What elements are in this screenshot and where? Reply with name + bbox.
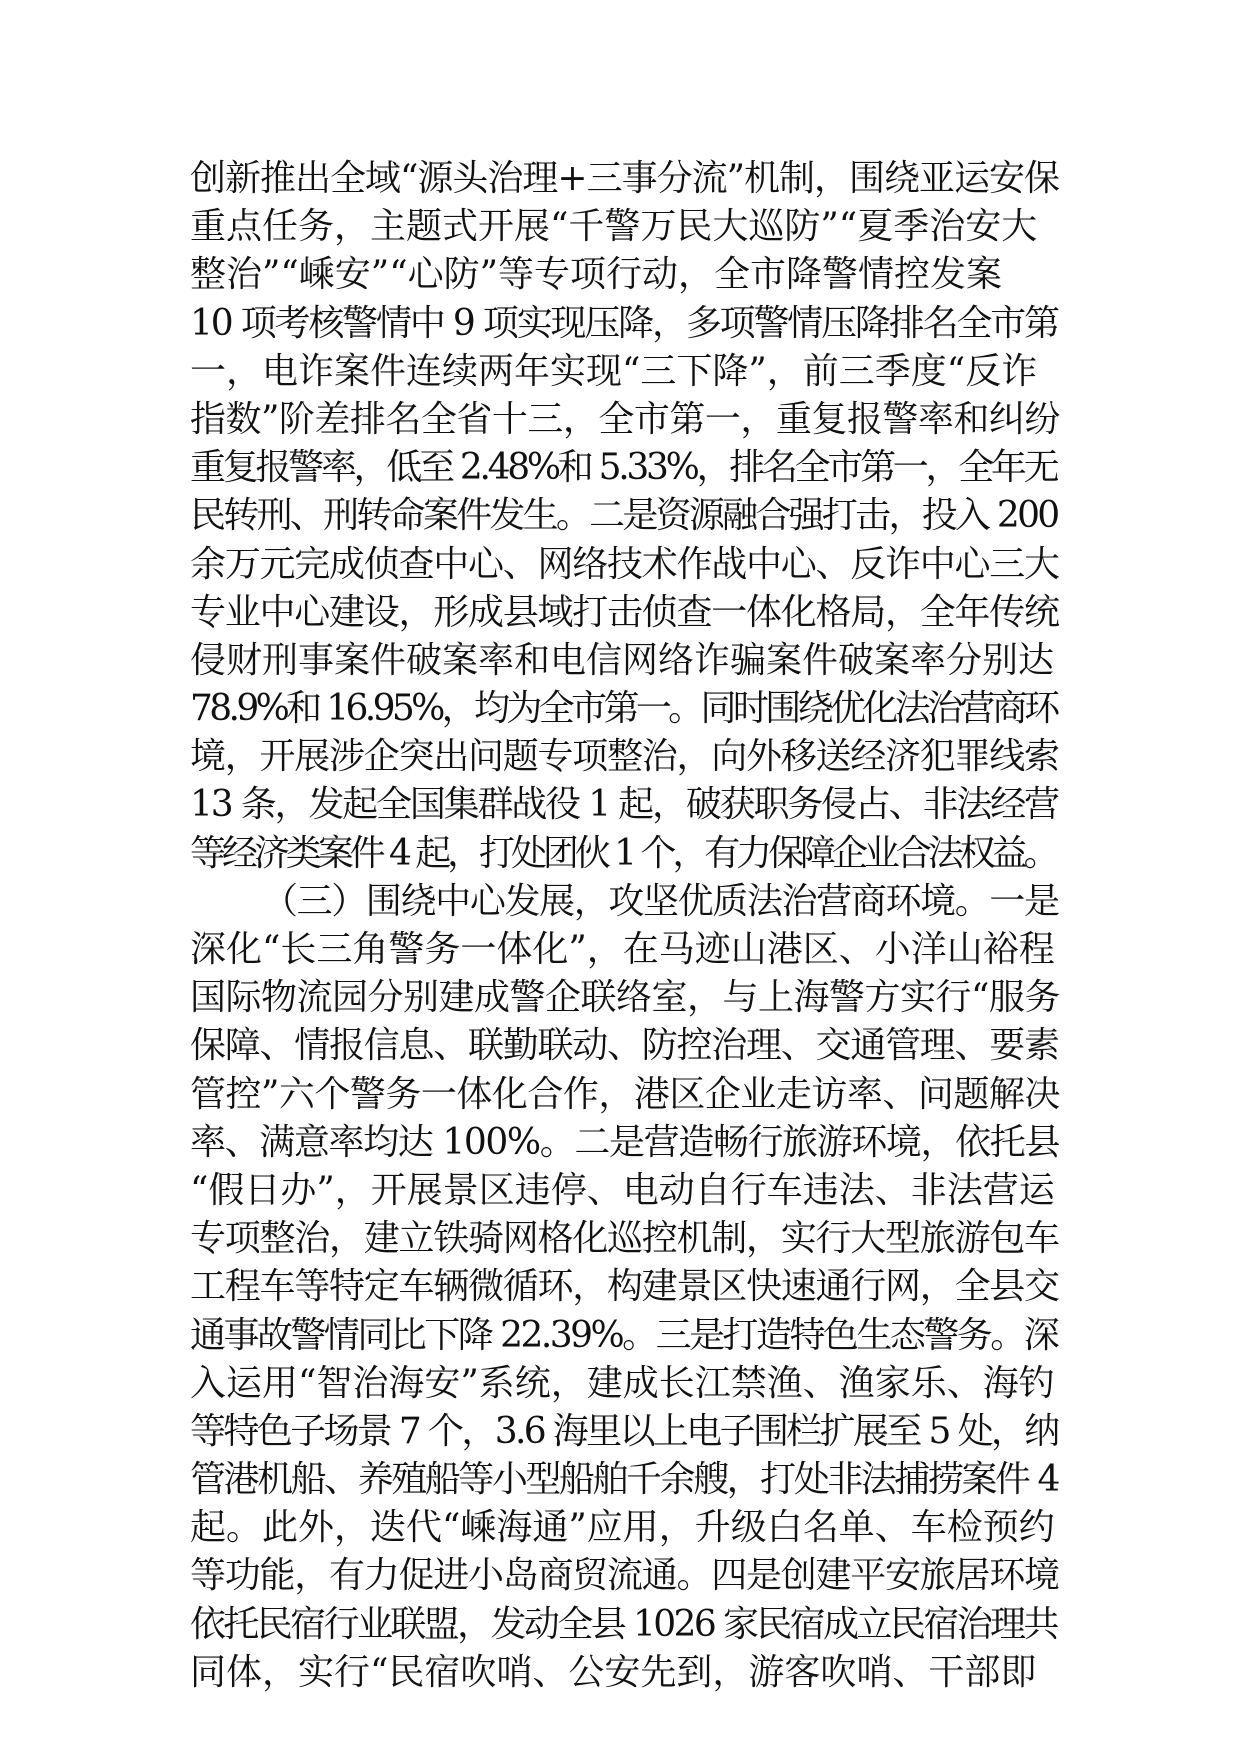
text-line: 78.9%和 16.95%，均为全市第一。同时围绕优化法治营商环: [190, 688, 1057, 730]
text-line: 同体，实行“民宿吹哨、公安先到，游客吹哨、干部即: [190, 1651, 1037, 1693]
document-page: [190, 155, 1060, 1697]
text-line: 工程车等特定车辆微循环，构建景区快速通行网，全县交: [190, 1266, 1059, 1308]
text-line: 国际物流园分别建成警企联络室，与上海警方实行“服务: [190, 977, 1060, 1019]
text-line: 率、满意率均达 100%。二是营造畅行旅游环境，依托县: [190, 1121, 1059, 1163]
text-line: 等特色子场景 7 个，3.6 海里以上电子围栏扩展至 5 处，纳: [190, 1410, 1058, 1452]
text-line: 专项整治，建立铁骑网格化巡控机制，实行大型旅游包车: [190, 1218, 1059, 1260]
text-line: 入运用“智治海安”系统，建成长江禁渔、渔家乐、海钓: [190, 1362, 1055, 1404]
text-line: 重点任务，主题式开展“千警万民大巡防”“夏季治安大: [190, 206, 1038, 248]
text-line: 保障、情报信息、联勤联动、防控治理、交通管理、要素: [190, 1025, 1059, 1067]
text-line: 通事故警情同比下降 22.39%。三是打造特色生态警务。深: [190, 1314, 1058, 1356]
text-line: 管控”六个警务一体化合作，港区企业走访率、问题解决: [190, 1073, 1060, 1115]
text-line: 重复报警率，低至 2.48%和 5.33%，排名全市第一，全年无: [190, 447, 1057, 489]
text-line: 等经济类案件 4 起，打处团伙 1 个，有力保障企业合法权益。: [190, 832, 1056, 874]
text-line: 10 项考核警情中 9 项实现压降，多项警情压降排名全市第: [190, 302, 1058, 344]
text-line: 余万元完成侦查中心、网络技术作战中心、反诈中心三大: [190, 543, 1059, 585]
text-line: 创新推出全域“源头治理+三事分流”机制，围绕亚运安保: [190, 158, 1059, 199]
text-line: （三）围绕中心发展，攻坚优质法治营商环境。一是: [262, 880, 1059, 922]
text-line: “假日办”，开展景区违停、电动自行车违法、非法营运: [190, 1169, 1055, 1211]
text-line: 管港机船、养殖船等小型船舶千余艘，打处非法捕捞案件 4: [190, 1459, 1058, 1501]
text-line: 起。此外，迭代“嵊海通”应用，升级白名单、车检预约: [190, 1507, 1055, 1549]
text-line: 境，开展涉企突出问题专项整治，向外移送经济犯罪线索: [190, 736, 1059, 778]
text-line: 专业中心建设，形成县域打击侦查一体化格局，全年传统: [190, 591, 1059, 633]
text-line: 侵财刑事案件破案率和电信网络诈骗案件破案率分别达: [190, 639, 1055, 681]
text-line: 依托民宿行业联盟，发动全县 1026 家民宿成立民宿治理共: [190, 1603, 1057, 1645]
text-line: 一，电诈案件连续两年实现“三下降”，前三季度“反诈: [190, 350, 1038, 392]
text-line: 整治”“嵊安”“心防”等专项行动，全市降警情控发案: [190, 254, 1003, 296]
text-line: 等功能，有力促进小岛商贸流通。四是创建平安旅居环境: [190, 1555, 1059, 1597]
text-line: 深化“长三角警务一体化”，在马迹山港区、小洋山裕程: [190, 929, 1055, 970]
text-line: 13 条，发起全国集群战役 1 起，破获职务侵占、非法经营: [190, 784, 1058, 826]
text-line: 民转刑、刑转命案件发生。二是资源融合强打击，投入 200: [190, 495, 1058, 537]
text-line: 指数”阶差排名全省十三，全市第一，重复报警率和纠纷: [190, 398, 1060, 440]
